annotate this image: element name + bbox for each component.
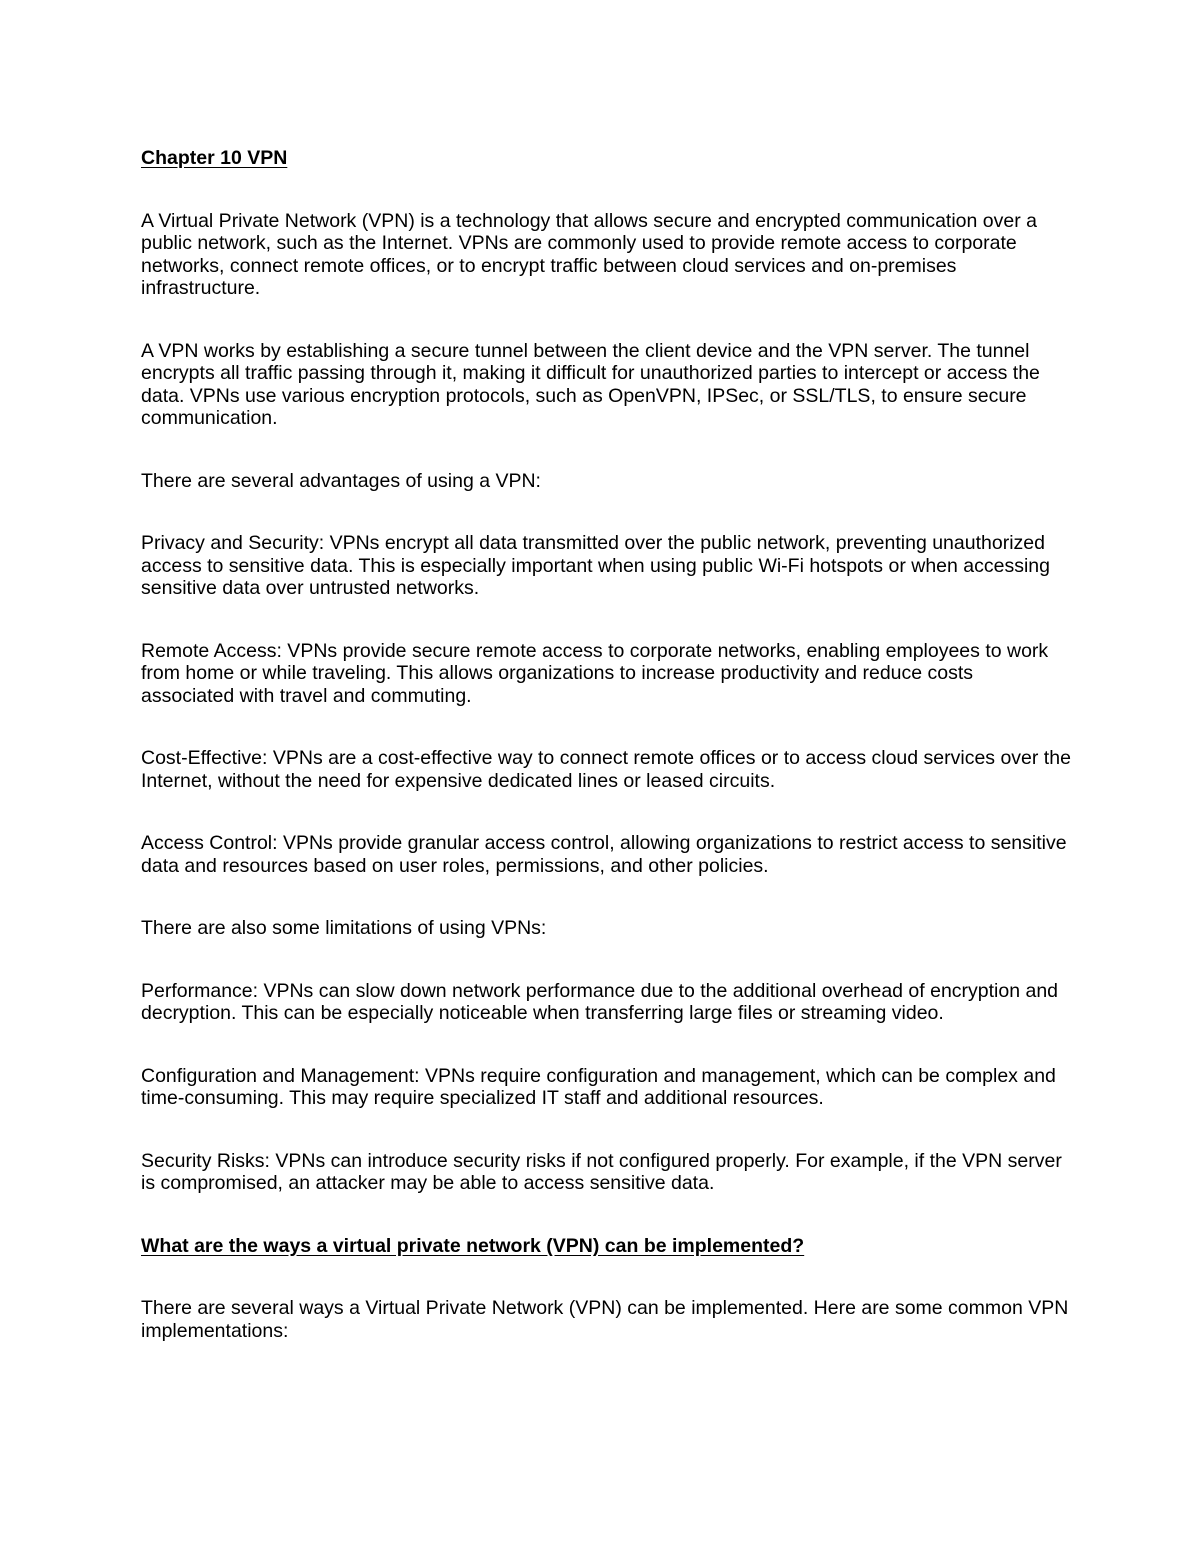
paragraph-privacy-security: Privacy and Security: VPNs encrypt all data transmitted over the public network, preventing unauthorized access to sensitive data. This is especially important when using public Wi-Fi hotspots or when accessing sensitive data over untrusted networks. [141, 532, 1050, 599]
paragraph-configuration-management: Configuration and Management: VPNs require configuration and management, which can be complex and time-consuming. This may require specialized IT staff and additional resources. [141, 1064, 1056, 1109]
paragraph-implementations-intro: There are several ways a Virtual Private Network (VPN) can be implemented. Here are some common VPN implementations: [141, 1297, 1069, 1342]
paragraph-how-vpn-works: A VPN works by establishing a secure tunnel between the client device and the VPN server. The tunnel encrypts all traffic passing through it, making it difficult for unauthorized parties to intercept or access the data. VPNs use various encryption protocols, such as OpenVPN, IPSec, or SSL/TLS, to ensure secure communication. [141, 339, 1040, 429]
paragraph-intro: A Virtual Private Network (VPN) is a technology that allows secure and encrypted communication over a public network, such as the Internet. VPNs are commonly used to provide remote access to corporate networks, connect remote offices, or to encrypt traffic between cloud services and on-premises infrastructure. [141, 209, 1037, 299]
paragraph-advantages-intro: There are several advantages of using a VPN: [141, 469, 541, 492]
paragraph-remote-access: Remote Access: VPNs provide secure remote access to corporate networks, enabling employees to work from home or while traveling. This allows organizations to increase productivity and reduce costs associated with travel and commuting. [141, 639, 1049, 707]
chapter-heading: Chapter 10 VPN [141, 147, 288, 169]
paragraph-access-control: Access Control: VPNs provide granular access control, allowing organizations to restrict access to sensitive data and resources based on user roles, permissions, and other policies. [141, 832, 1067, 877]
paragraph-cost-effective: Cost-Effective: VPNs are a cost-effective way to connect remote offices or to access cloud services over the Internet, without the need for expensive dedicated lines or leased circuits. [141, 747, 1071, 792]
document-body [141, 147, 1071, 1342]
paragraph-performance: Performance: VPNs can slow down network performance due to the additional overhead of encryption and decryption. This can be especially noticeable when transferring large files or streaming video. [141, 979, 1059, 1024]
paragraph-limitations-intro: There are also some limitations of using VPNs: [141, 917, 547, 939]
paragraph-security-risks: Security Risks: VPNs can introduce security risks if not configured properly. For example, if the VPN server is compromised, an attacker may be able to access sensitive data. [141, 1149, 1062, 1194]
section-heading-implementations: What are the ways a virtual private network (VPN) can be implemented? [141, 1234, 805, 1257]
